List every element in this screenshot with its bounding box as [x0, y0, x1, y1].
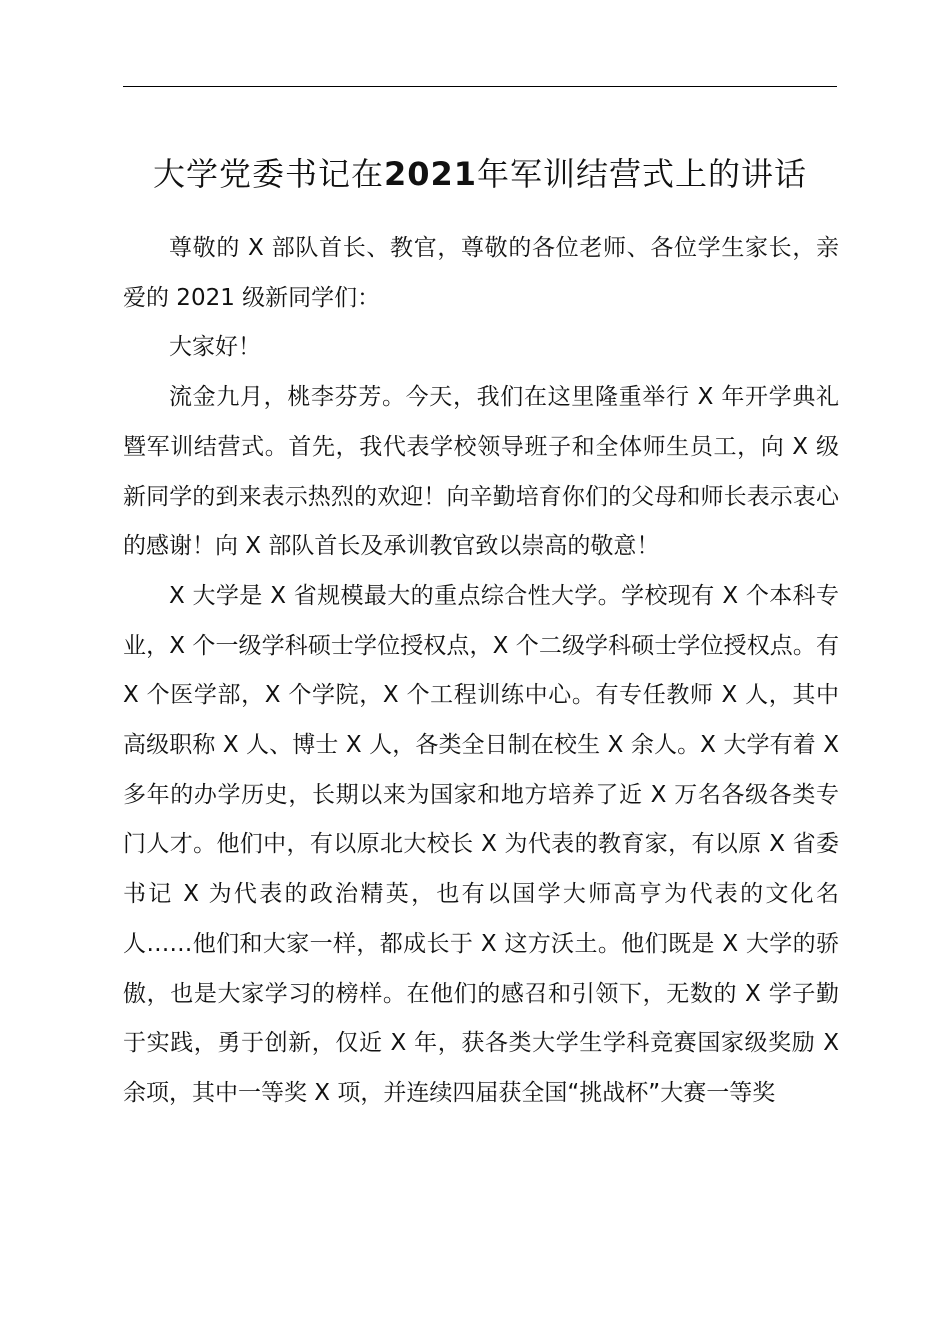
paragraph-university-intro: X 大学是 X 省规模最大的重点综合性大学。学校现有 X 个本科专业，X 个一级学科硕士学位授权点，X 个二级学科硕士学位授权点。有 X 个医学部，X 个学院，X 个工程训练中心。有专任教师 X 人，其中高级职称 X 人、博士 X 人，各类全日制在校生 X 余人。X 大学有着 X 多年的办学历史，长期以来为国家和地方培养了近 X 万名各级各类专门人才。他们中，有以原北大校长 X 为代表的教育家，有以原 X 省委书记 X 为代表的政治精英，也有以国学大师高亨为代表的文化名人……他们和大家一样，都成长于 X 这方沃土。他们既是 X 大学的骄傲，也是大家学习的榜样。在他们的感召和引领下，无数的 X 学子勤于实践，勇于创新，仅近 X 年，获各类大学生学科竞赛国家级奖励 X 余项，其中一等奖 X 项，并连续四届获全国“挑战杯”大赛一等奖	[123, 582, 839, 1106]
paragraph-salutation: 尊敬的 X 部队首长、教官，尊敬的各位老师、各位学生家长，亲爱的 2021 级新同学们：	[123, 235, 839, 311]
title-text-after: 年军训结营式上的讲话	[477, 155, 808, 193]
title-text-before: 大学党委书记在	[152, 155, 384, 193]
paragraph-greeting: 大家好！	[169, 334, 261, 361]
title-year: 2021	[383, 155, 478, 193]
document-title	[100, 150, 860, 198]
header-rule	[123, 86, 837, 87]
document-body	[123, 224, 839, 1119]
paragraph-opening: 流金九月，桃李芬芳。今天，我们在这里隆重举行 X 年开学典礼暨军训结营式。首先，我代表学校领导班子和全体师生员工，向 X 级新同学的到来表示热烈的欢迎！向辛勤培育你们的父母和师长表示衷心的感谢！向 X 部队首长及承训教官致以崇高的敬意！	[123, 384, 839, 560]
